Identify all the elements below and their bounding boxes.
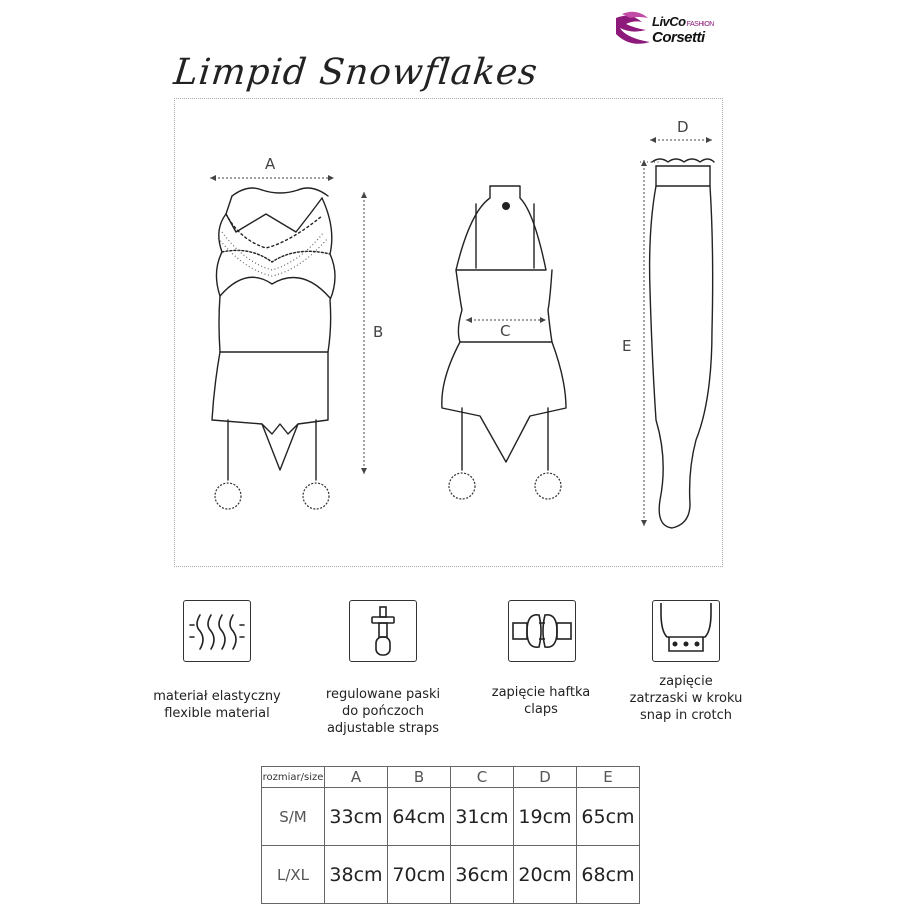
table-cell: 38cm [325, 846, 388, 904]
dimension-label-c: C [500, 322, 511, 340]
column-header-a: A [325, 767, 388, 788]
pompom [535, 473, 561, 499]
clasp-icon [508, 600, 576, 662]
column-header-b: B [388, 767, 451, 788]
dimension-label-b: B [373, 323, 384, 341]
feature-line: zapięcie [659, 674, 713, 689]
feature-line: snap in crotch [640, 708, 732, 723]
dimension-label-d: D [677, 118, 689, 136]
adjustable-strap-icon [349, 600, 417, 662]
size-label: L/XL [262, 846, 325, 904]
dimension-label-e: E [622, 337, 632, 355]
feature-snap-crotch [606, 673, 766, 724]
table-cell: 65cm [577, 788, 640, 846]
feature-line: regulowane paski [325, 687, 441, 702]
brand-line1: LivCoFASHION [652, 14, 714, 29]
feature-line: materiał elastyczny [153, 689, 281, 704]
pompom [303, 483, 329, 509]
table-cell: 64cm [388, 788, 451, 846]
table-cell: 31cm [451, 788, 514, 846]
table-cell: 70cm [388, 846, 451, 904]
feature-line: claps [524, 702, 558, 717]
feature-line: do pończoch [341, 704, 425, 719]
column-header-c: C [451, 767, 514, 788]
size-label: S/M [262, 788, 325, 846]
column-header-d: D [514, 767, 577, 788]
table-row [262, 788, 640, 846]
front-bodysuit [212, 188, 335, 480]
choker-ring [502, 202, 510, 210]
pompom [215, 483, 241, 509]
table-row [262, 846, 640, 904]
feature-line: zatrzaski w kroku [629, 691, 743, 706]
feature-line: flexible material [164, 706, 270, 721]
feature-line: adjustable straps [326, 721, 440, 736]
feature-clasp [462, 684, 620, 718]
snap-crotch-icon [652, 600, 720, 662]
flexible-material-icon [183, 600, 251, 662]
column-header-e: E [577, 767, 640, 788]
feature-flexible-material [138, 688, 296, 722]
table-cell: 33cm [325, 788, 388, 846]
table-cell: 19cm [514, 788, 577, 846]
table-cell: 68cm [577, 846, 640, 904]
table-cell: 36cm [451, 846, 514, 904]
feature-line: zapięcie haftka [491, 685, 591, 700]
size-table [261, 766, 640, 904]
product-title: Limpid Snowflakes [171, 52, 540, 93]
feature-adjustable-straps [304, 686, 462, 737]
stocking [650, 159, 714, 528]
table-cell: 20cm [514, 846, 577, 904]
size-corner-label: rozmiar/size [262, 767, 325, 788]
size-table-header [262, 767, 640, 788]
dimension-label-a: A [265, 155, 276, 173]
brand-line2: Corsetti [652, 29, 705, 46]
pompom [449, 473, 475, 499]
